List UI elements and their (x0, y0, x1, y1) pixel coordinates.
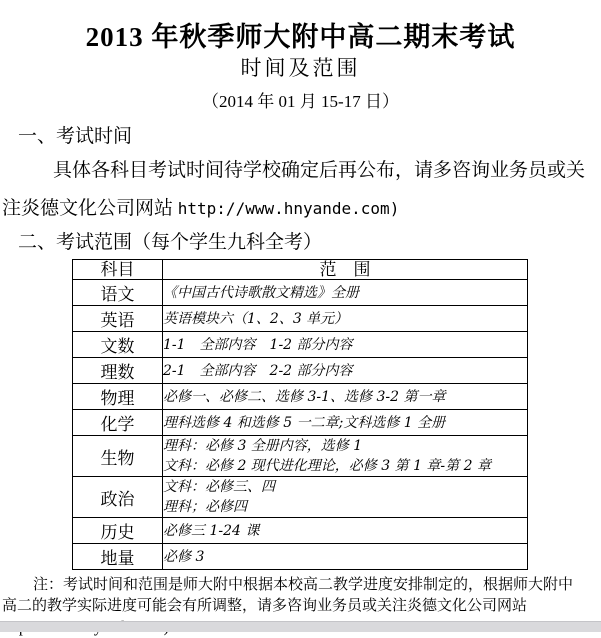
table-row (73, 358, 528, 384)
range-line: 理科选修 4 和选修 5 一二章;文科选修 1 全册 (163, 414, 446, 431)
column-header-scope: 范 围 (163, 260, 528, 280)
subject-cell: 英语 (73, 306, 163, 332)
subject-cell: 语文 (73, 280, 163, 306)
range-line: 1-1 全部内容 1-2 部分内容 (163, 336, 353, 353)
table-row (73, 280, 528, 306)
page-title: 2013 年秋季师大附中高二期末考试 (85, 22, 516, 52)
range-line: 必修三 1-24 课 (163, 522, 260, 539)
exam-date-line: （2014 年 01 月 15-17 日） (202, 92, 399, 111)
range-cell (163, 358, 528, 384)
range-cell (163, 384, 528, 410)
footnote-line2: 高二的教学实际进度可能会有所调整，请多咨询业务员或关注炎德文化公司网站 (2, 598, 528, 614)
table-row (73, 332, 528, 358)
range-line: 2-1 全部内容 2-2 部分内容 (163, 362, 353, 379)
range-cell (163, 332, 528, 358)
footnote-line1: 注：考试时间和范围是师大附中根据本校高二教学进度安排制定的，根据师大附中 (33, 577, 574, 593)
table-header-row (73, 260, 528, 280)
table-row (73, 477, 528, 518)
subject-cell: 化学 (73, 410, 163, 436)
range-line: 文科：必修 2 现代进化理论，必修 3 第 1 章-第 2 章 (163, 458, 491, 474)
column-header-subject: 科目 (73, 260, 163, 280)
range-cell (163, 410, 528, 436)
subject-cell: 生物 (73, 436, 163, 477)
subject-cell: 理数 (73, 358, 163, 384)
table-row (73, 436, 528, 477)
section1-line2-text: 注炎德文化公司网站 (2, 198, 178, 219)
page-subtitle: 时间及范围 (240, 56, 361, 80)
table-row (73, 518, 528, 544)
table-row (73, 410, 528, 436)
range-line: 必修 3 (163, 548, 205, 565)
range-cell (163, 518, 528, 544)
subject-cell: 政治 (73, 477, 163, 518)
exam-table-body (73, 280, 528, 570)
subject-cell: 历史 (73, 518, 163, 544)
section2-heading: 二、考试范围（每个学生九科全考） (18, 232, 323, 253)
range-cell (163, 280, 528, 306)
subject-cell: 地量 (73, 544, 163, 570)
document-page (0, 20, 601, 632)
range-line: 《中国古代诗歌散文精选》全册 (163, 284, 359, 301)
range-line: 必修一、必修二、选修 3-1、选修 3-2 第一章 (163, 388, 446, 405)
subject-cell: 物理 (73, 384, 163, 410)
range-line: 英语模块六（1、2、3 单元） (163, 310, 349, 327)
range-cell (163, 306, 528, 332)
range-line: 理科；必修四 (163, 499, 247, 515)
window-bottom-strip (0, 621, 601, 632)
range-cell (163, 477, 528, 518)
section1-paragraph-line1: 具体各科目考试时间待学校确定后再公布，请多咨询业务员或关 (53, 160, 586, 181)
range-line: 理科：必修 3 全册内容，选修 1 (163, 438, 363, 454)
range-line: 文科：必修三、四 (163, 479, 275, 495)
website-url-text: http://www.hnyande.com) (177, 199, 400, 218)
subject-cell: 文数 (73, 332, 163, 358)
section1-paragraph-line2 (2, 196, 601, 222)
table-row (73, 306, 528, 332)
table-row (73, 544, 528, 570)
table-row (73, 384, 528, 410)
range-cell (163, 436, 528, 477)
section1-heading: 一、考试时间 (18, 126, 133, 147)
exam-scope-table (72, 259, 528, 570)
range-cell (163, 544, 528, 570)
